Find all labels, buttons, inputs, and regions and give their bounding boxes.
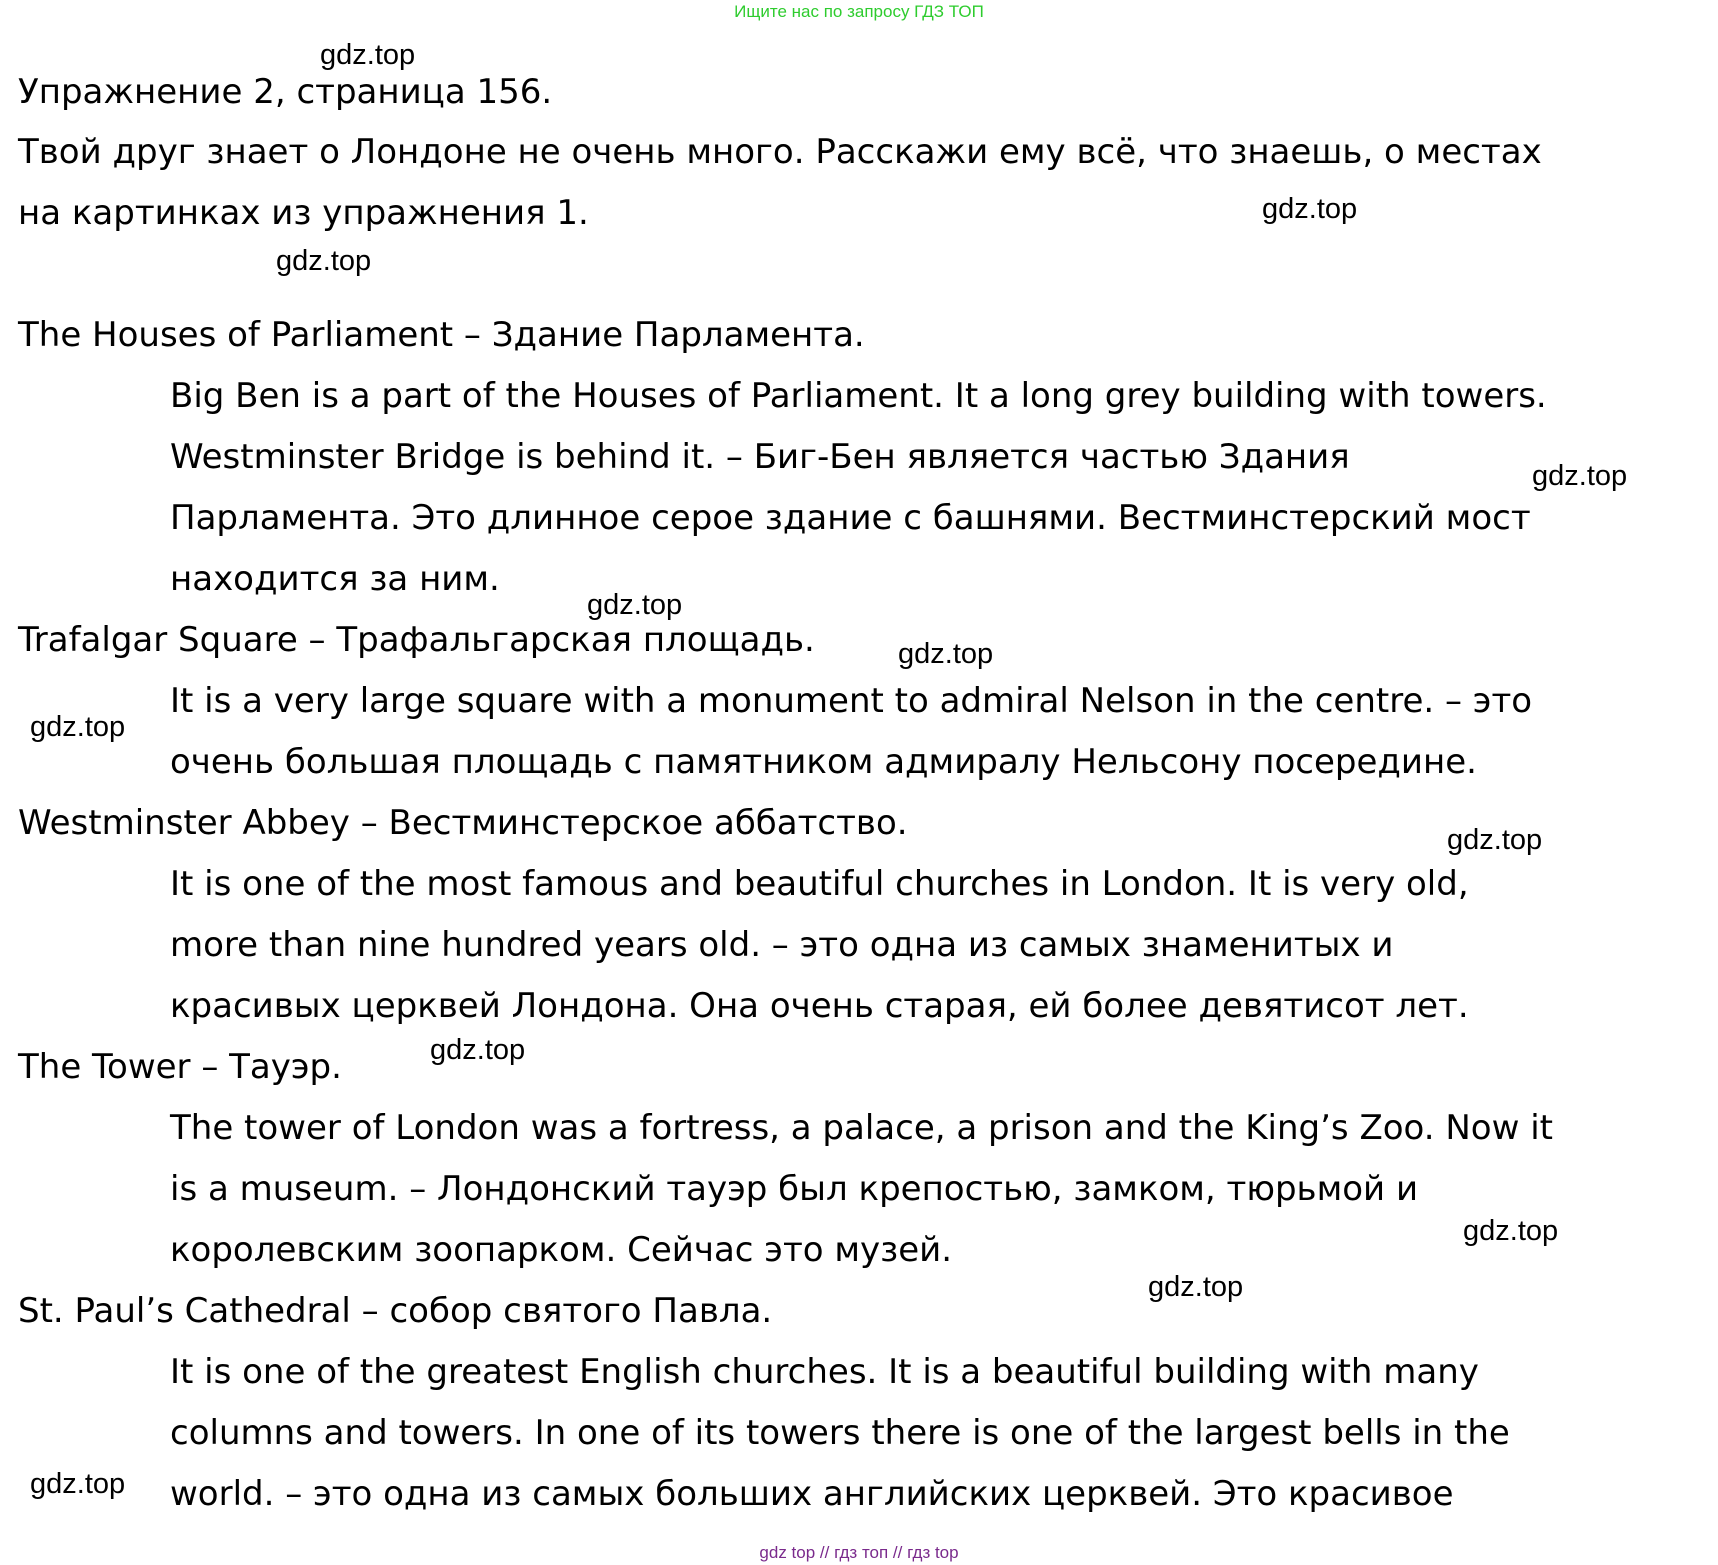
task-line-2: на картинках из упражнения 1. <box>18 193 589 233</box>
watermark: gdz.top <box>1148 1271 1244 1303</box>
section-line: world. – это одна из самых больших английских церквей. Это красивое <box>170 1474 1454 1514</box>
exercise-heading: Упражнение 2, страница 156. <box>18 72 553 112</box>
watermark: gdz.top <box>30 1468 126 1500</box>
section-line: The tower of London was a fortress, a palace, a prison and the King’s Zoo. Now it <box>170 1108 1553 1148</box>
watermark: gdz.top <box>430 1034 526 1066</box>
watermark: gdz.top <box>1463 1215 1559 1247</box>
section-line: columns and towers. In one of its towers there is one of the largest bells in the <box>170 1413 1510 1453</box>
section-line: Big Ben is a part of the Houses of Parliament. It a long grey building with towers. <box>170 376 1547 416</box>
watermark: gdz.top <box>30 711 126 743</box>
task-line-1: Твой друг знает о Лондоне не очень много. Расскажи ему всё, что знаешь, о местах <box>18 132 1542 172</box>
watermark: gdz.top <box>587 589 683 621</box>
section-line: more than nine hundred years old. – это одна из самых знаменитых и <box>170 925 1394 965</box>
watermark: gdz.top <box>1532 460 1628 492</box>
footer-links: gdz top // гдз топ // гдз top <box>759 1543 959 1562</box>
section-line: Westminster Bridge is behind it. – Биг-Бен является частью Здания <box>170 437 1350 477</box>
watermark: gdz.top <box>276 245 372 277</box>
section-line: красивых церквей Лондона. Она очень старая, ей более девятисот лет. <box>170 986 1469 1026</box>
section-title-trafalgar: Trafalgar Square – Трафальгарская площадь. <box>18 620 815 660</box>
section-line: It is one of the most famous and beautiful churches in London. It is very old, <box>170 864 1469 904</box>
section-line: It is one of the greatest English churches. It is a beautiful building with many <box>170 1352 1479 1392</box>
top-banner: Ищите нас по запросу ГДЗ ТОП <box>734 2 984 21</box>
section-line: Парламента. Это длинное серое здание с башнями. Вестминстерский мост <box>170 498 1531 538</box>
watermark: gdz.top <box>320 39 416 71</box>
section-line: It is a very large square with a monument to admiral Nelson in the centre. – это <box>170 681 1533 721</box>
section-title-st-pauls: St. Paul’s Cathedral – собор святого Павла. <box>18 1291 773 1331</box>
section-line: is a museum. – Лондонский тауэр был крепостью, замком, тюрьмой и <box>170 1169 1419 1209</box>
section-title-abbey: Westminster Abbey – Вестминстерское аббатство. <box>18 803 908 843</box>
section-line: очень большая площадь с памятником адмиралу Нельсону посередине. <box>170 742 1477 782</box>
watermark: gdz.top <box>1262 193 1358 225</box>
section-title-parliament: The Houses of Parliament – Здание Парламента. <box>18 315 865 355</box>
section-line: королевским зоопарком. Сейчас это музей. <box>170 1230 953 1270</box>
section-line: находится за ним. <box>170 559 500 599</box>
watermark: gdz.top <box>1447 824 1543 856</box>
watermark: gdz.top <box>898 638 994 670</box>
section-title-tower: The Tower – Тауэр. <box>18 1047 342 1087</box>
